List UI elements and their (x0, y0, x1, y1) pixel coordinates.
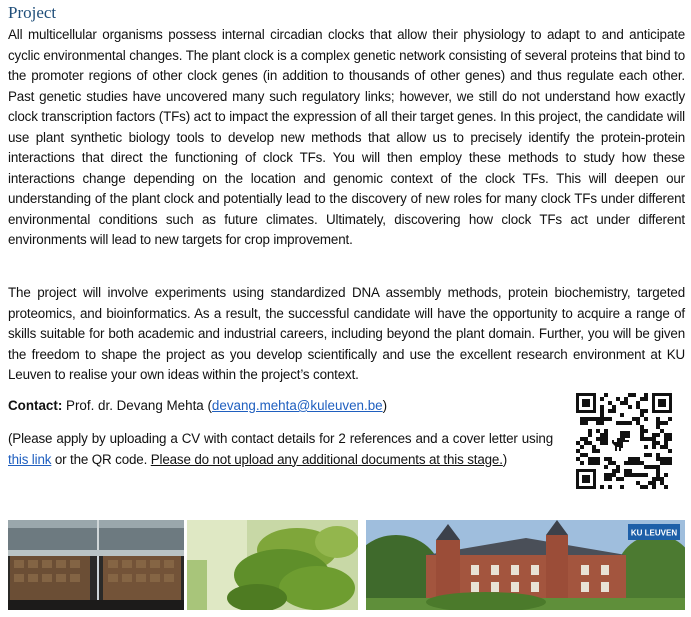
section-title: Project (8, 3, 57, 22)
apply-instructions (8, 429, 553, 470)
project-paragraph-2: The project will involve experiments using standardized DNA assembly methods, protein biochemistry, targeted proteomics, and bioinformatics. As a result, the successful candidate will have the opportunity to acquire a range of skills suitable for both academic and industrial careers, including beyond the plant domain. Further, you will be given the freedom to shape the project as you develop scientifically and use the excellent research environment at KU Leuven to realise your own ideas within the project’s context. (8, 285, 685, 382)
contact-close: ) (382, 398, 388, 413)
project-paragraph-1: All multicellular organisms possess internal circadian clocks that allow their physiology to adapt to and anticipate cyclic environmental changes. The plant clock is a complex genetic network consisting of several proteins that bind to the promoter regions of other clock genes (in addition to thousands of other genes) and thus regulate each other. Past genetic studies have uncovered many such regulatory links; however, we still do not understand how exactly clock transcription factors (TFs) act to impact the expression of all their target genes. In this project, the candidate will use plant synthetic biology tools to develop new methods that allow us to precisely identify the protein-protein interactions that direct the functioning of clock TFs. You will then employ these methods to study how these interactions change depending on the location and genomic context of the clock TFs. This will deepen our understanding of the plant clock and potentially lead to the discovery of new roles for many clock TFs under different environmental conditions such as future climates. Ultimately, discovering how clock TFs act under different environments will lead to new targets for crop improvement. (8, 27, 685, 247)
banana-photo (187, 520, 358, 610)
apply-warning: Please do not upload any additional documents at this stage. (150, 451, 503, 467)
contact-line (8, 396, 387, 417)
contact-email-link[interactable]: devang.mehta@kuleuven.be (211, 398, 383, 413)
contact-name: Prof. dr. Devang Mehta ( (62, 398, 212, 413)
apply-prefix: (Please apply by uploading a CV with contact details for 2 references and a cover letter using (8, 431, 553, 446)
greenhouse-photo (8, 520, 184, 610)
apply-suffix: ) (502, 451, 508, 467)
qr-code[interactable] (576, 393, 672, 489)
apply-middle: or the QR code. (51, 451, 151, 467)
dinosaur-icon (611, 428, 637, 454)
apply-link[interactable]: this link (8, 451, 52, 467)
ku-leuven-badge-text: KU LEUVEN (630, 528, 678, 538)
ku-leuven-castle-photo (366, 520, 685, 610)
contact-label: Contact: (8, 398, 63, 413)
